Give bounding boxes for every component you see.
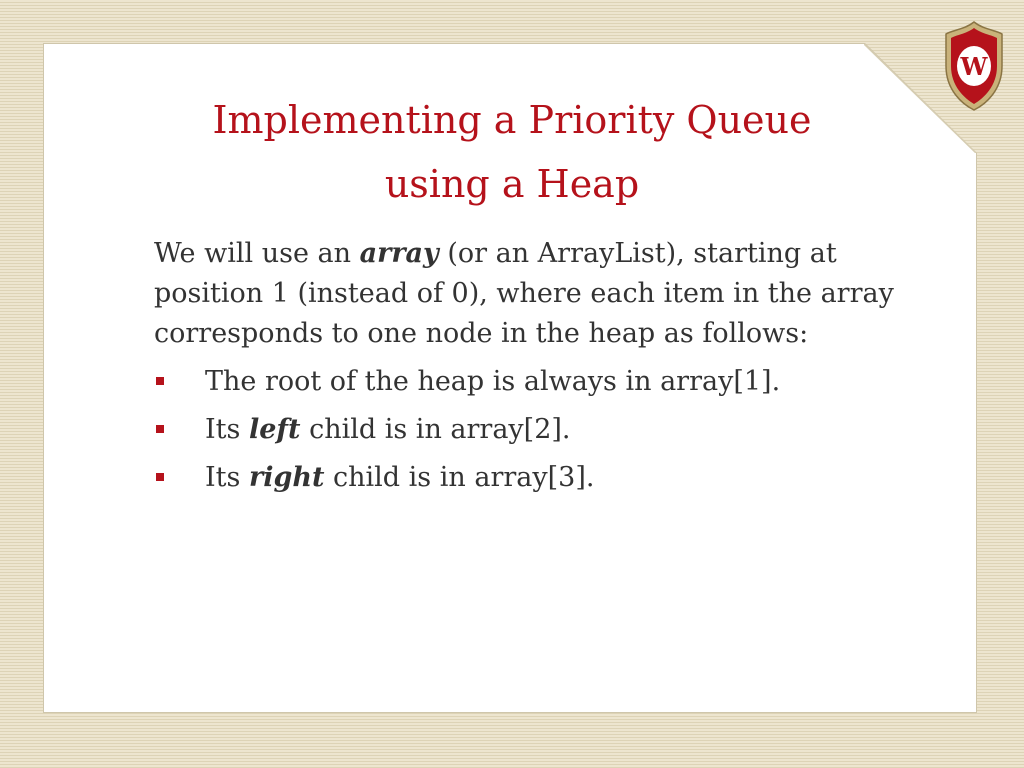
bullet-text: Its [205, 462, 249, 493]
bullet-square-icon [156, 425, 164, 433]
slide-title [100, 88, 924, 216]
bullet-list [154, 362, 914, 498]
intro-text-start: We will use an [154, 238, 360, 269]
bullet-item-root [154, 362, 914, 402]
bullet-item-right-child [154, 458, 914, 498]
slide-body [154, 234, 914, 498]
bullet-emphasis: left [248, 414, 301, 445]
bullet-text: Its [205, 414, 249, 445]
bullet-square-icon [156, 473, 164, 481]
uw-crest-icon [944, 20, 1004, 112]
title-line-1: Implementing a Priority Queue [212, 98, 812, 142]
title-line-2: using a Heap [384, 162, 640, 206]
bullet-text: The root of the heap is always in array[1]. [205, 366, 781, 397]
bullet-emphasis: right [248, 462, 325, 493]
crest-letter: W [960, 52, 988, 81]
intro-paragraph [154, 234, 914, 354]
bullet-text-end: child is in array[3]. [324, 462, 595, 493]
intro-emphasis: array [359, 238, 439, 269]
intro-text-end: (or an ArrayList), starting at position 1 (instead of 0), where each item in the array corresponds to one node in the heap as follows: [154, 238, 894, 349]
bullet-square-icon [156, 377, 164, 385]
bullet-item-left-child [154, 410, 914, 450]
bullet-text-end: child is in array[2]. [300, 414, 571, 445]
